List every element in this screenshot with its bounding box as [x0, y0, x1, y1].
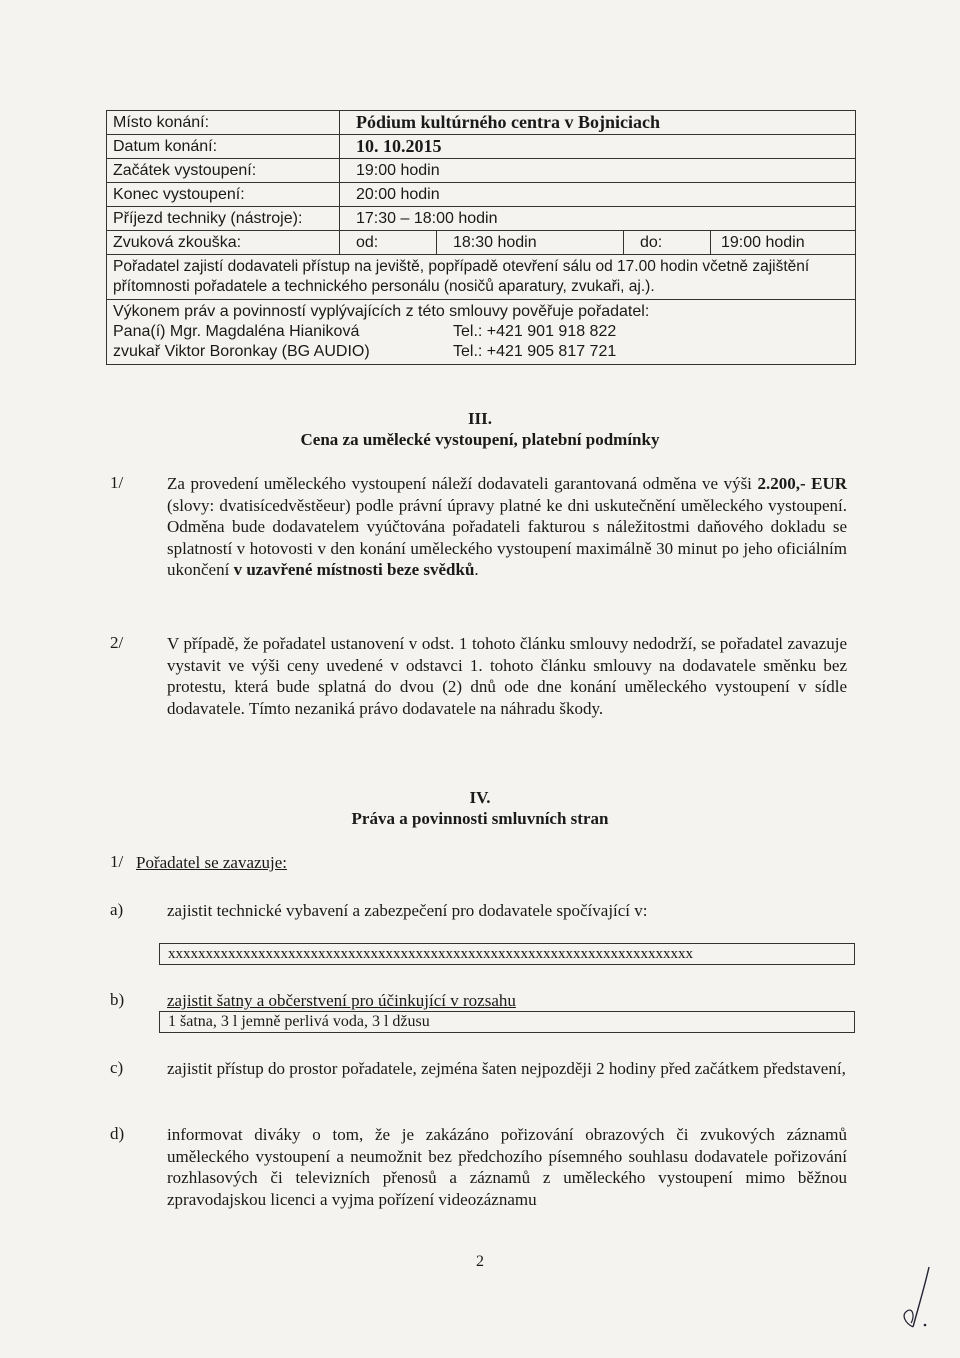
- info-row-arrival: [107, 207, 855, 231]
- delegate-block: [107, 300, 855, 364]
- contact-tel: Tel.: +421 901 918 822: [453, 323, 617, 340]
- initial-signature: [895, 1265, 935, 1335]
- info-row-start: [107, 159, 855, 183]
- contact-line: [113, 322, 849, 342]
- event-info-table: [106, 110, 856, 365]
- section-number: IV.: [469, 788, 491, 807]
- section-number: III.: [467, 409, 493, 428]
- info-label: Zvuková zkouška:: [107, 231, 340, 254]
- soundcheck-from-label: od:: [340, 231, 437, 254]
- contact-line: [113, 342, 849, 362]
- delegate-text: Výkonem práv a povinností vyplývajících z této smlouvy pověřuje pořadatel:: [113, 303, 650, 320]
- item-label: d): [110, 1124, 125, 1143]
- soundcheck-from-value: 18:30 hodin: [437, 231, 624, 254]
- info-value: 19:00 hodin: [356, 162, 440, 179]
- info-label: Začátek vystoupení:: [107, 159, 340, 182]
- info-row-end: [107, 183, 855, 207]
- info-value: 20:00 hodin: [356, 186, 440, 203]
- info-label: Příjezd techniky (nástroje):: [107, 207, 340, 230]
- item-text: zajistit šatny a občerstvení pro účinkující v rozsahu: [167, 991, 516, 1010]
- section-title: Práva a povinnosti smluvních stran: [351, 809, 609, 828]
- contact-name: Pana(í) Mgr. Magdaléna Hianiková: [113, 323, 360, 340]
- paragraph-part: (slovy: dvatisícedvěstěeur) podle právní úpravy platné ke dni uskutečnění uměleckého vystoupení. Odměna bude dodavatelem vyúčtována pořadateli fakturou s náležitostmi daňového dokladu se splatností v hotovosti v den konání uměleckého vystoupení maximálně 30 minut po jeho oficiálním ukončení: [167, 495, 847, 579]
- paragraph-text: V případě, že pořadatel ustanovení v odst. 1 tohoto článku smlouvy nedodrží, se pořadatel zavazuje vystavit ve výši ceny uvedené v odstavci 1. tohoto článku smlouvy na dodavatele směnku bez protestu, která bude splatná do dvou (2) dnů ode dne konání uměleckého vystoupení v sídle dodavatele. Tímto nezaniká právo dodavatele na náhradu škody.: [167, 634, 847, 718]
- item-text: zajistit přístup do prostor pořadatele, zejména šaten nejpozději 2 hodiny před začátkem představení,: [167, 1059, 846, 1078]
- equipment-box: xxxxxxxxxxxxxxxxxxxxxxxxxxxxxxxxxxxxxxxxxxxxxxxxxxxxxxxxxxxxxxxxxxxxxx: [159, 943, 855, 965]
- item-label: b): [110, 990, 125, 1009]
- paragraph-text: [167, 473, 847, 581]
- paragraph-part: Za provedení uměleckého vystoupení náleží dodavateli garantovaná odměna ve výši: [167, 474, 752, 493]
- info-value: 17:30 – 18:00 hodin: [356, 210, 498, 227]
- paragraph-part: .: [474, 560, 479, 579]
- info-label: Konec vystoupení:: [107, 183, 340, 206]
- info-label: Datum konání:: [107, 135, 340, 158]
- info-value: 10. 10.2015: [356, 136, 442, 156]
- info-label: Místo konání:: [107, 111, 340, 134]
- info-row-soundcheck: [107, 231, 855, 255]
- item-text: zajistit technické vybavení a zabezpečení pro dodavatele spočívající v:: [167, 901, 648, 920]
- item-label: a): [110, 900, 124, 919]
- info-row-venue: [107, 111, 855, 135]
- refreshment-box: 1 šatna, 3 l jemně perlivá voda, 3 l džusu: [159, 1011, 855, 1033]
- contact-tel: Tel.: +421 905 817 721: [453, 343, 617, 360]
- paragraph-number: 1/: [110, 473, 124, 492]
- section-title: Cena za umělecké vystoupení, platební podmínky: [300, 430, 660, 449]
- item-label: c): [110, 1058, 124, 1077]
- contact-name: zvukař Viktor Boronkay (BG AUDIO): [113, 343, 370, 360]
- item-text: informovat diváky o tom, že je zakázáno pořizování obrazových či zvukových záznamů uměleckého vystoupení a neumožnit bez předchozího písemného souhlasu dodavatele pořizování rozhlasových či televizních přenosů a záznamů z uměleckého vystoupení mimo běžnou zpravodajskou licenci a vyjma pořízení videozáznamu: [167, 1125, 847, 1209]
- soundcheck-to-label: do:: [624, 231, 711, 254]
- subsection-number: 1/: [110, 852, 124, 871]
- fee-amount: 2.200,- EUR: [757, 474, 848, 493]
- info-row-date: [107, 135, 855, 159]
- access-text: Pořadatel zajistí dodavateli přístup na jeviště, popřípadě otevření sálu od 17.00 hodin včetně zajištění přítomnosti pořadatele a technického personálu (nosičů aparatury, zvukaři, aj.).: [107, 255, 855, 300]
- info-value: Pódium kultúrného centra v Bojniciach: [356, 112, 661, 132]
- paragraph-bold: v uzavřené místnosti beze svědků: [233, 560, 475, 579]
- paragraph-number: 2/: [110, 633, 124, 652]
- soundcheck-to-value: 19:00 hodin: [721, 234, 805, 251]
- page-number: 2: [476, 1253, 484, 1270]
- subsection-label: Pořadatel se zavazuje:: [136, 853, 288, 872]
